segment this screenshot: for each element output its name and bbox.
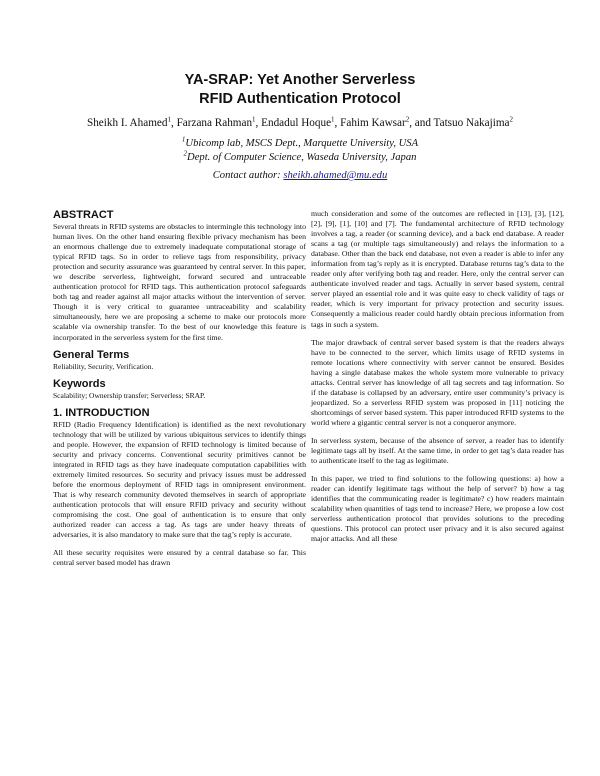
- general-terms-text: Reliability, Security, Verification.: [53, 361, 154, 371]
- author-name: Fahim Kawsar: [340, 117, 406, 129]
- intro-paragraph-4: The major drawback of central server based system is that the readers always have to be connected to the server, which limits usage of RFID systems in remote locations where connectivity with server cannot be ensured. Besides having a single database makes the whole system more vulnerable to privacy attacks. Central server has knowledge of all tag secrets and tag information. So if the database is collapsed by an adversary, entire user community’s privacy is jeopardized. So a serverless RFID system was proposed in [11] noticing the shortcomings of server based system. This paper introduced RFID systems to the world where a gigantic central server is not a conqueror anymore.: [311, 337, 564, 427]
- affiliation-2: $^2$Dept. of Computer Science, Waseda University, Japan: [183, 149, 417, 163]
- affiliation-1: $^1$Ubicomp lab, MSCS Dept., Marquette University, USA: [181, 135, 419, 149]
- abstract-text: Several threats in RFID systems are obstacles to intermingle this technology into human lives. On the other hand ensuring flexible privacy mechanism has been an enormous challenge due to extremely inadequate computational storage of typical RFID tags. So in order to relieve tags from responsibility, privacy protection and security assurance was guaranteed by central server. In this paper, we describe serverless, lightweight, forward secured and untraceable authentication protocol for RFID tags. This authentication protocol safeguards both tag and reader against all major attacks without the intervention of server. Though it is very critical to guarantee untraceability and scalability simultaneously, here we are proposing a scheme to make our protocols more scalable via ownership transfer. To the best of our knowledge this feature is incorporated in the serverless system for the first time.: [53, 222, 306, 342]
- author-list: Sheikh I. Ahamed$^1$, Farzana Rahman$^1$, Endadul Hoque$^1$, Fahim Kawsar$^2$, and Tatsuo Nakajima$^2$: [86, 115, 513, 129]
- contact-email-link[interactable]: sheikh.ahamed@mu.edu: [283, 170, 388, 181]
- left-column: [53, 209, 306, 568]
- general-terms-heading: General Terms: [53, 348, 130, 361]
- intro-paragraph-5: In serverless system, because of the absence of server, a reader has to identify legitimate tags all by itself. At the same time, in order to get tag’s data reader has to authenticate itself to the tag as legitimate.: [311, 435, 564, 466]
- introduction-heading: 1. INTRODUCTION: [53, 406, 150, 419]
- intro-paragraph-2: All these security requisites were ensured by a central database so far. This central server based model has drawn: [53, 548, 306, 568]
- keywords-heading: Keywords: [53, 377, 106, 390]
- contact-line: [0, 169, 600, 183]
- author-name: Endadul Hoque: [261, 117, 332, 129]
- author-name: Tatsuo Nakajima: [433, 117, 510, 129]
- keywords-text: Scalability; Ownership transfer; Serverless; SRAP.: [53, 390, 206, 400]
- abstract-heading: ABSTRACT: [53, 209, 114, 221]
- paper-title-line-2: RFID Authentication Protocol: [199, 91, 401, 107]
- intro-paragraph-1: RFID (Radio Frequency Identification) is identified as the next revolutionary technology that will be utilized by various ubiquitous services to identify things and people. However, the expansion of RFID technology is limited because of security and privacy concerns. Conventional security primitives cannot be integrated in RFID tags as they have inadequate computation capabilities with extremely limited resources. So security and privacy issues must be addressed before the enormous deployment of RFID tags in omnipresent environment. That is why research community devoted themselves in search of appropriate authentication protocols that will ensure RFID privacy and security without compromising the cost. One goal of authentication is to ensure that only authorized reader can access a tag. As tags are under heavy threats of adversaries, it is also mandatory to make sure that the tag’s reply is accurate.: [53, 419, 306, 540]
- paper-title-line-1: YA-SRAP: Yet Another Serverless: [184, 72, 416, 88]
- author-name: Farzana Rahman: [176, 117, 253, 129]
- author-name: Sheikh I. Ahamed: [86, 117, 168, 129]
- intro-paragraph-3: much consideration and some of the outcomes are reflected in [13], [3], [12], [2], [9], [1], [10] and [7]. The fundamental architecture of RFID technology involves a tag, a reader (or scanning device), and a back end database. A reader scans a tag (or multiple tags simultaneously) and relays the information to a database. Other than the back end database, not even a reader is able to infer any information from tag’s reply as it is encrypted. Database returns tag’s data to the reader only after verifying both tag and reader. Here, only the central server can authenticate involved reader and tags. Actually in server based system, central server played an essential role and it was quite easy to check validity of tags or reader, which is very important for privacy protection and security issues. Consequently a malicious reader could hardly obtain precious information from tags in such a system.: [311, 209, 564, 329]
- contact-label: Contact author:: [212, 170, 281, 181]
- intro-paragraph-6: In this paper, we tried to find solutions to the following questions: a) how a reader can identify legitimate tags without the help of server? b) how a tag identifies that the communicating reader is legitimate? c) how readers maintain scalability when quantities of tags tend to increase? Here, we propose a low cost serverless authentication protocol that provides solutions to the preceding questions. This protocol can protect user privacy and it is also secured against major attacks. And all these: [311, 474, 564, 544]
- right-column: [311, 209, 564, 544]
